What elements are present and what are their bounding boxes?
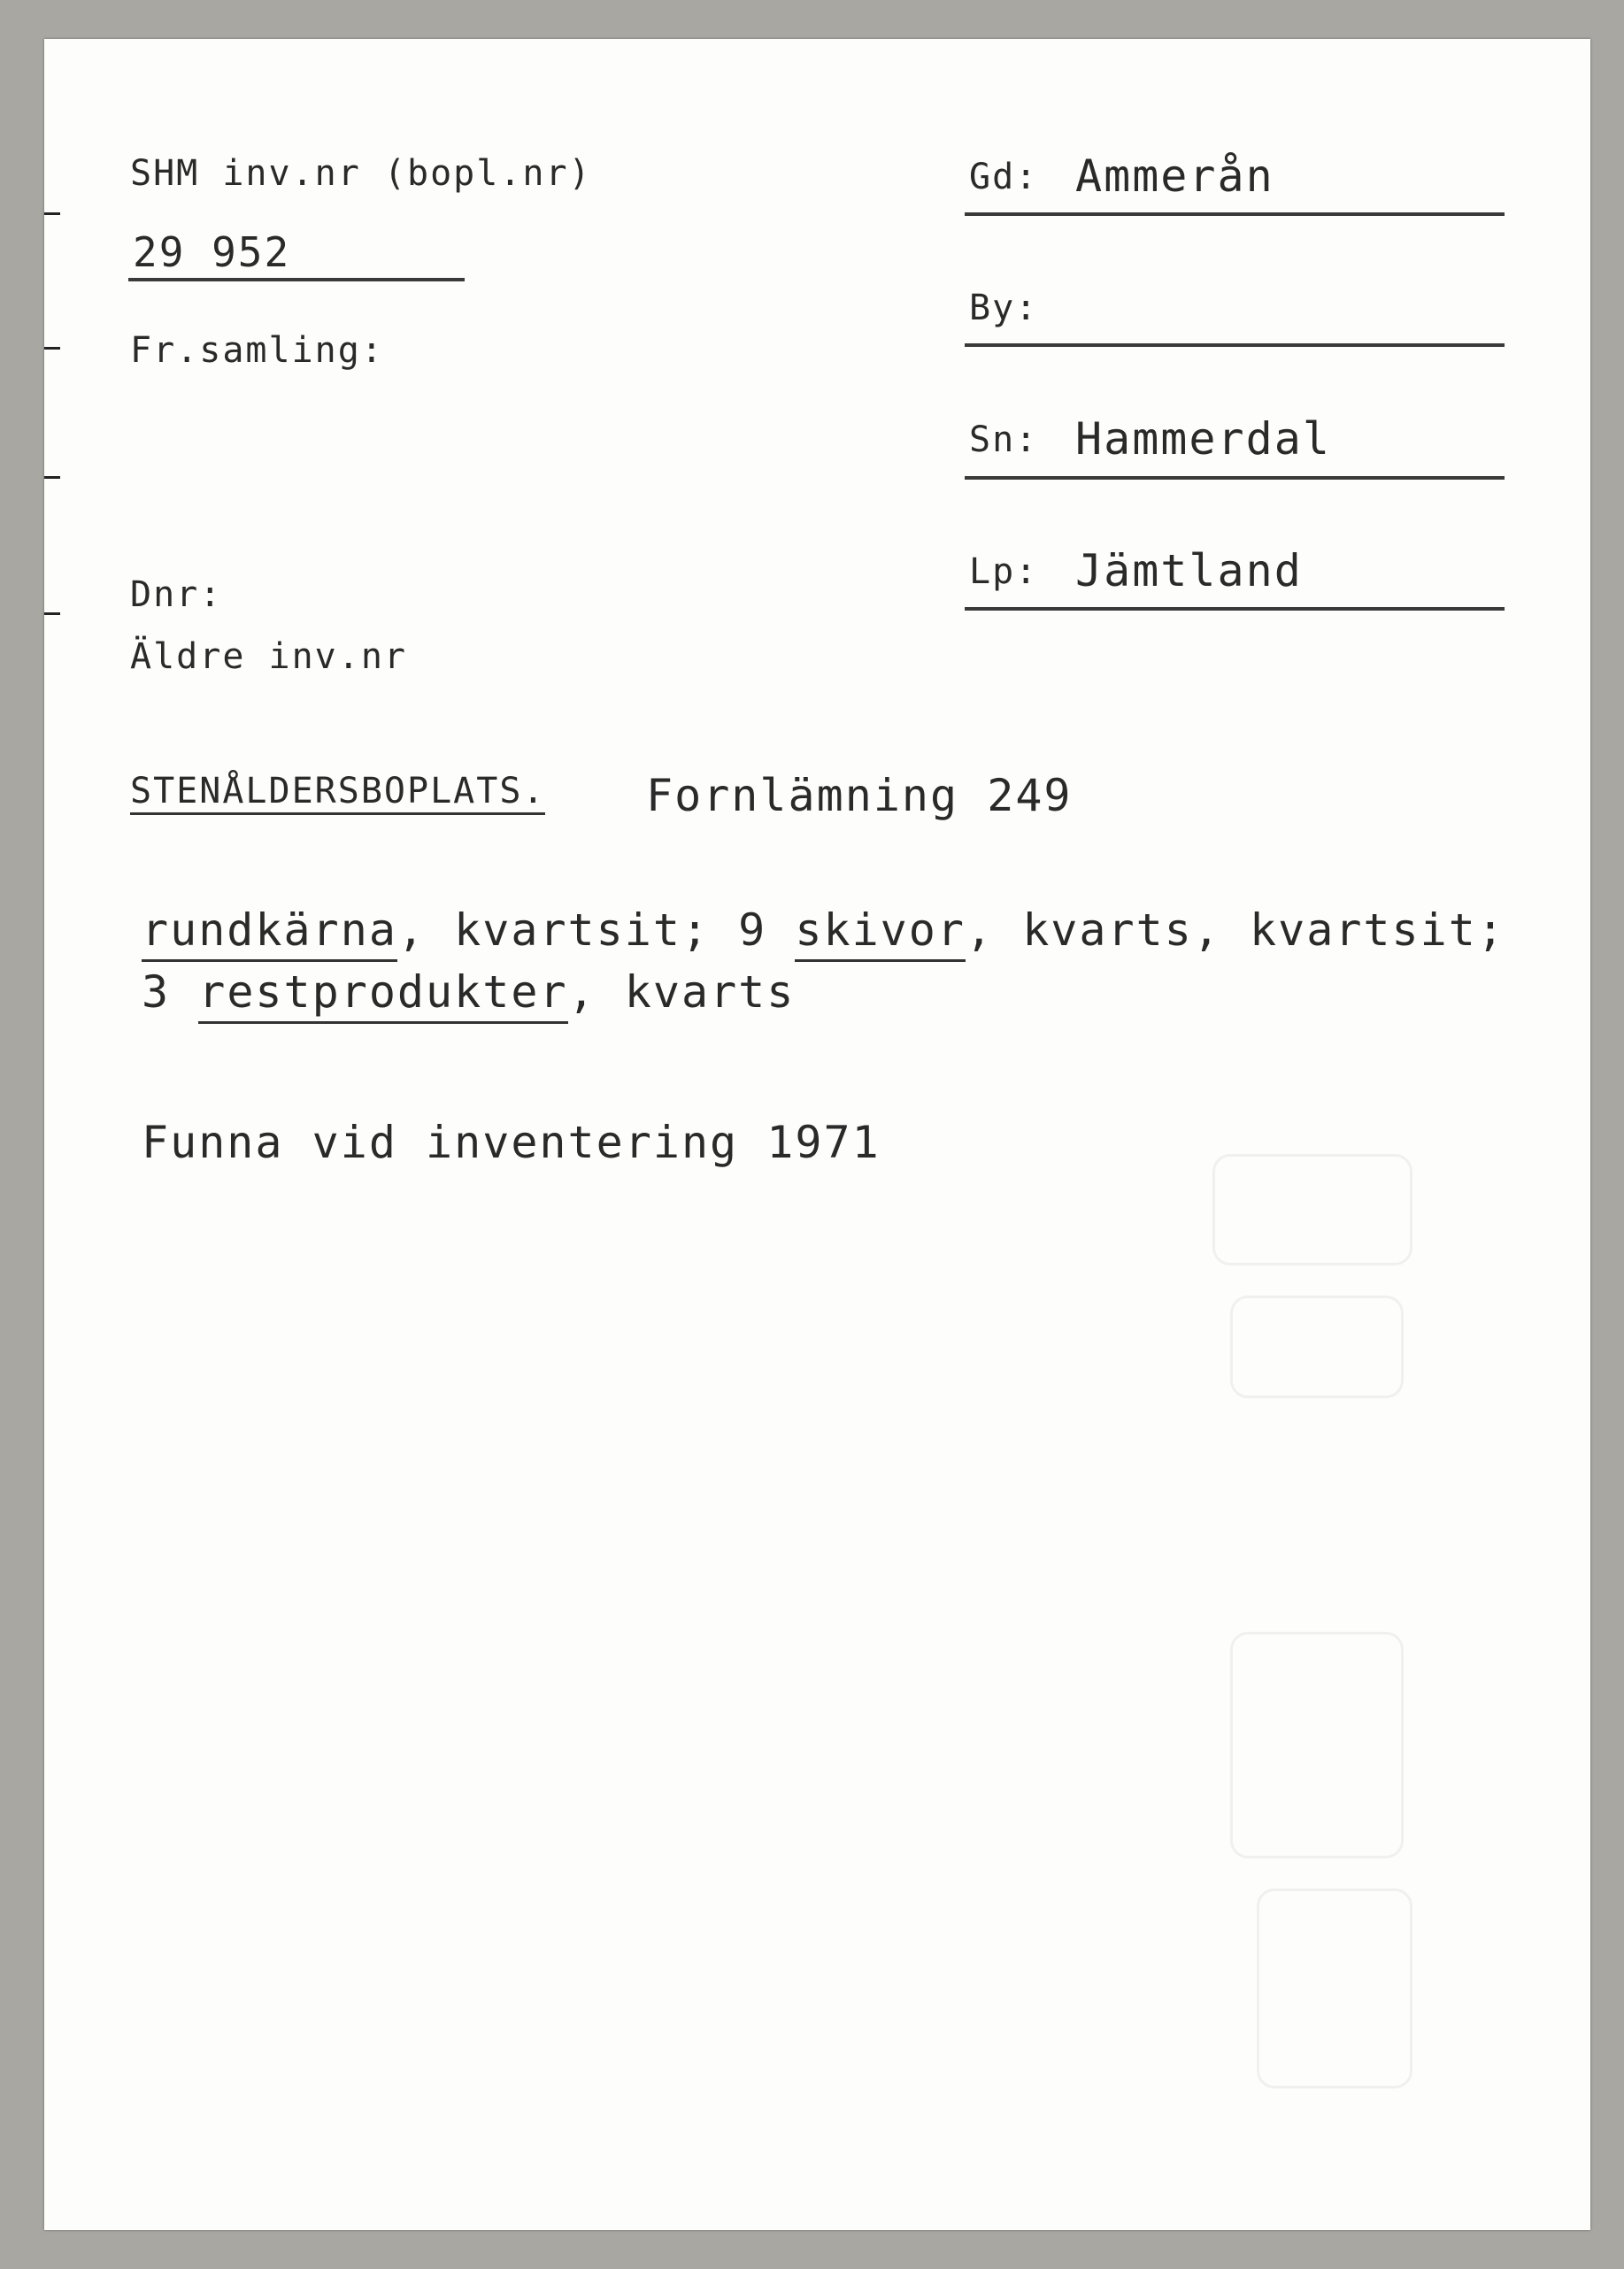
edge-mark xyxy=(44,347,60,350)
edge-mark xyxy=(44,476,60,479)
by-label: By: xyxy=(969,288,1039,328)
faint-stamp-mark xyxy=(1230,1632,1404,1858)
lp-rule xyxy=(965,607,1505,611)
inventory-number-value: 29 952 xyxy=(133,228,291,276)
faint-stamp-mark xyxy=(1212,1154,1412,1265)
lp-value: Jämtland xyxy=(1075,545,1303,596)
gd-rule xyxy=(965,212,1505,216)
aldre-inv-label: Äldre inv.nr xyxy=(130,636,407,677)
inventory-number-rule xyxy=(128,278,465,281)
site-category: STENÅLDERSBOPLATS. xyxy=(130,773,545,815)
sn-value: Hammerdal xyxy=(1075,413,1331,465)
by-rule xyxy=(965,343,1505,347)
gd-value: Ammerån xyxy=(1075,150,1274,202)
lp-label: Lp: xyxy=(969,551,1039,592)
finds-text: , kvartsit; 9 xyxy=(396,904,796,956)
find-item-rundkarna: rundkärna xyxy=(142,904,397,962)
fornlamning-number: Fornlämning 249 xyxy=(646,770,1073,821)
catalog-card xyxy=(44,39,1590,2230)
faint-stamp-mark xyxy=(1257,1888,1412,2088)
finds-line-1 xyxy=(142,904,1505,956)
edge-mark xyxy=(44,212,60,215)
gd-label: Gd: xyxy=(969,157,1039,197)
sn-rule xyxy=(965,476,1505,480)
faint-stamp-mark xyxy=(1230,1296,1404,1398)
finds-line-2 xyxy=(142,966,796,1018)
dnr-label: Dnr: xyxy=(130,574,223,615)
finding-note: Funna vid inventering 1971 xyxy=(142,1117,881,1168)
finds-text: , kvarts, kvartsit; xyxy=(966,904,1505,956)
finds-text: 3 xyxy=(142,966,199,1018)
edge-mark xyxy=(44,612,60,615)
inventory-number-label: SHM inv.nr (bopl.nr) xyxy=(130,153,592,194)
sn-label: Sn: xyxy=(969,419,1039,460)
find-item-restprodukter: restprodukter xyxy=(198,966,567,1024)
finds-text: , kvarts xyxy=(567,966,796,1018)
fr-samling-label: Fr.samling: xyxy=(130,330,384,371)
find-item-skivor: skivor xyxy=(795,904,966,962)
